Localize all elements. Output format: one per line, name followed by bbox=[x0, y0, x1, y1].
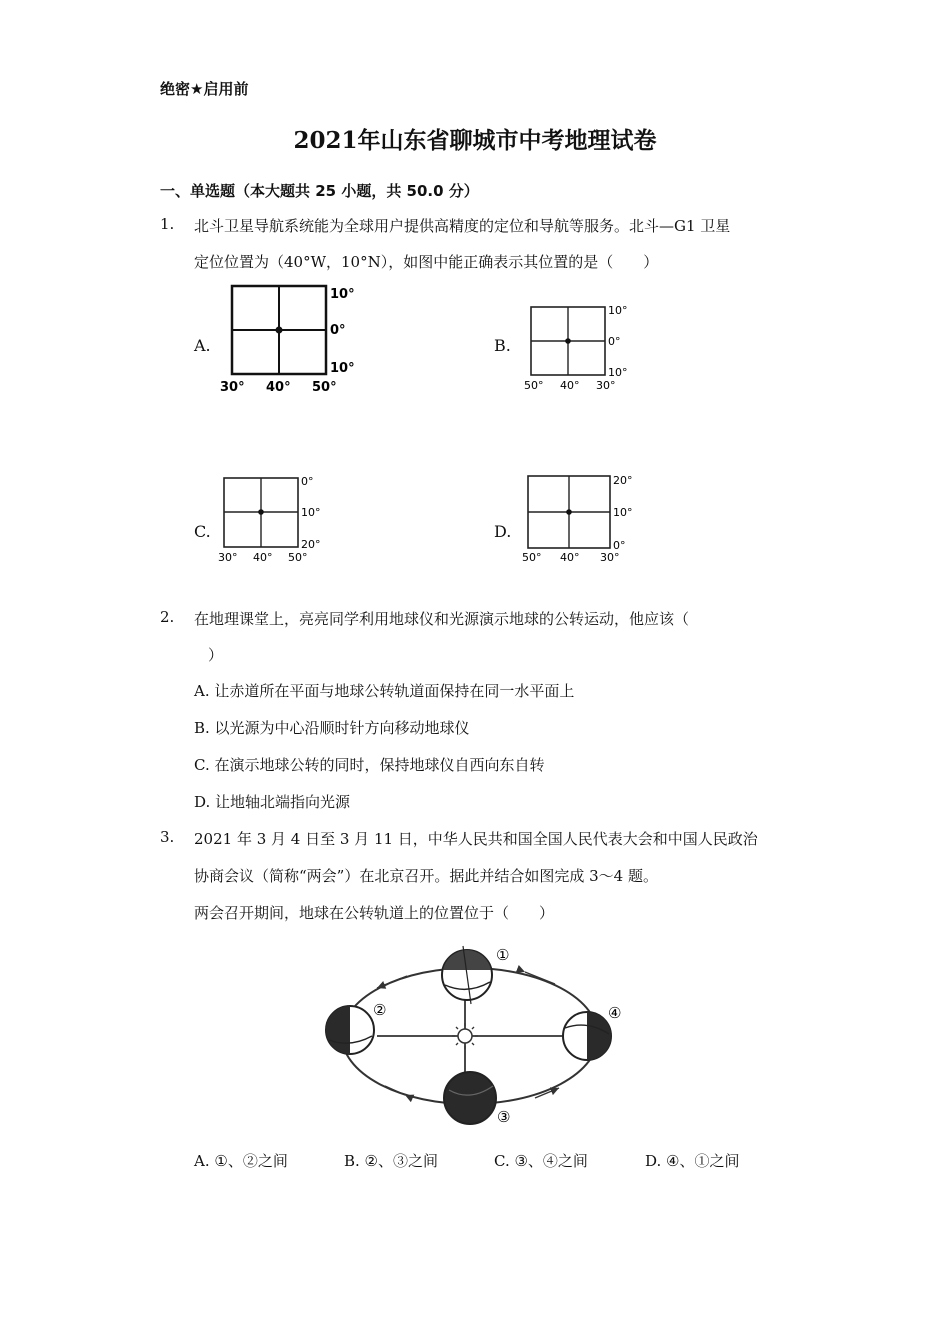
question-text: 两会召开期间，地球在公转轨道上的位置位于（ ） bbox=[194, 904, 555, 922]
lon-label: 30° bbox=[596, 379, 616, 392]
lat-label: 10° bbox=[613, 506, 633, 519]
lat-label: 10° bbox=[330, 287, 355, 302]
option-b-label: B. bbox=[494, 336, 511, 355]
question-text: 北斗卫星导航系统能为全球用户提供高精度的定位和导航等服务。北斗—G1 卫星 bbox=[194, 217, 731, 235]
option-d-grid-diagram bbox=[520, 470, 638, 566]
answer-option: C. ③、④之间 bbox=[494, 1152, 588, 1170]
answer-option: B. 以光源为中心沿顺时针方向移动地球仪 bbox=[194, 719, 470, 737]
lat-label: 0° bbox=[301, 475, 314, 488]
lon-label: 40° bbox=[253, 551, 273, 564]
lon-label: 30° bbox=[600, 551, 620, 564]
lat-label: 10° bbox=[608, 304, 628, 317]
lat-label: 10° bbox=[330, 361, 355, 376]
lon-label: 50° bbox=[312, 380, 337, 395]
lat-label: 10° bbox=[608, 366, 628, 379]
option-d-label: D. bbox=[494, 522, 512, 541]
lon-label: 40° bbox=[560, 379, 580, 392]
lon-label: 40° bbox=[560, 551, 580, 564]
lat-label: 20° bbox=[301, 538, 321, 551]
position-marker-1: ① bbox=[496, 946, 510, 964]
lon-label: 50° bbox=[524, 379, 544, 392]
answer-option: D. 让地轴北端指向光源 bbox=[194, 793, 351, 811]
lat-label: 20° bbox=[613, 474, 633, 487]
answer-option: D. ④、①之间 bbox=[645, 1152, 740, 1170]
question-number: 2. bbox=[160, 608, 175, 626]
lon-label: 40° bbox=[266, 380, 291, 395]
lon-label: 50° bbox=[522, 551, 542, 564]
secret-mark: 绝密★启用前 bbox=[160, 80, 249, 98]
lat-label: 0° bbox=[613, 539, 626, 552]
question-number: 1. bbox=[160, 215, 175, 233]
location-dot bbox=[565, 338, 571, 344]
question-text: 协商会议（简称“两会”）在北京召开。据此并结合如图完成 3～4 题。 bbox=[194, 867, 658, 885]
lon-label: 30° bbox=[220, 380, 245, 395]
option-a-grid-diagram bbox=[218, 283, 363, 398]
position-marker-3: ③ bbox=[497, 1108, 511, 1126]
earth-position-2 bbox=[326, 1006, 374, 1054]
option-b-grid-diagram bbox=[522, 300, 637, 395]
lat-label: 0° bbox=[330, 323, 346, 338]
question-text: 定位位置为（40°W，10°N），如图中能正确表示其位置的是（ ） bbox=[194, 253, 659, 271]
page-title: 2021年山东省聊城市中考地理试卷 bbox=[293, 127, 657, 154]
lat-label: 10° bbox=[301, 506, 321, 519]
lon-label: 50° bbox=[288, 551, 308, 564]
answer-option: C. 在演示地球公转的同时，保持地球仪自西向东自转 bbox=[194, 756, 545, 774]
lon-label: 30° bbox=[218, 551, 238, 564]
answer-option: A. 让赤道所在平面与地球公转轨道面保持在同一水平面上 bbox=[194, 682, 575, 700]
answer-option: B. ②、③之间 bbox=[344, 1152, 439, 1170]
option-c-label: C. bbox=[194, 522, 211, 541]
lat-label: 0° bbox=[608, 335, 621, 348]
earth-position-4 bbox=[563, 1012, 611, 1060]
position-marker-2: ② bbox=[373, 1001, 387, 1019]
section-heading: 一、单选题（本大题共 25 小题，共 50.0 分） bbox=[160, 182, 479, 200]
option-a-label: A. bbox=[194, 336, 211, 355]
location-dot bbox=[258, 509, 264, 515]
position-marker-4: ④ bbox=[608, 1004, 622, 1022]
location-dot bbox=[566, 509, 572, 515]
earth-orbit-diagram bbox=[315, 940, 635, 1130]
question-number: 3. bbox=[160, 828, 175, 846]
option-c-grid-diagram bbox=[214, 473, 329, 565]
earth-position-3 bbox=[444, 1072, 496, 1124]
question-text: ） bbox=[208, 646, 224, 664]
earth-position-1 bbox=[442, 946, 492, 1004]
answer-option: A. ①、②之间 bbox=[194, 1152, 288, 1170]
question-text: 在地理课堂上，亮亮同学利用地球仪和光源演示地球的公转运动，他应该（ bbox=[194, 610, 690, 628]
question-text: 2021 年 3 月 4 日至 3 月 11 日，中华人民共和国全国人民代表大会和中国人民政治 bbox=[194, 830, 758, 848]
location-dot bbox=[276, 327, 283, 334]
